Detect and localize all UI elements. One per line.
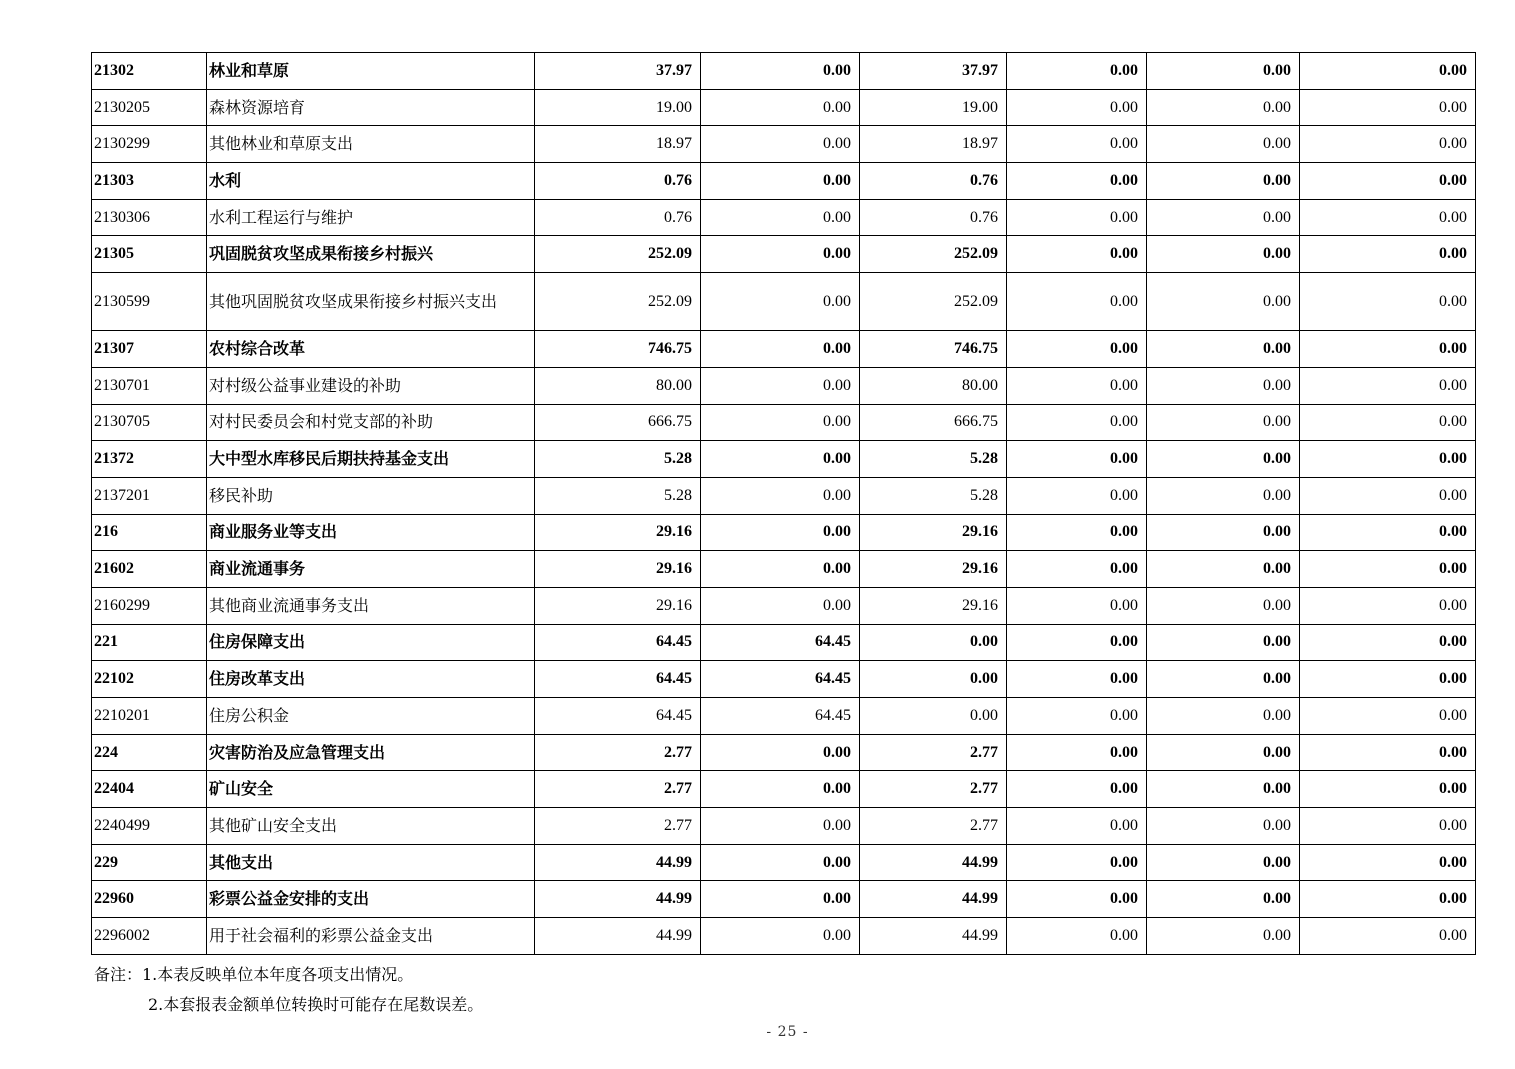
amount-cell: 2.77 (535, 771, 701, 808)
amount-cell: 37.97 (535, 53, 701, 90)
note-line-2: 2.本套报表金额单位转换时可能存在尾数误差。 (148, 995, 484, 1014)
subject-code-cell: 2130299 (92, 126, 207, 163)
amount-cell: 0.00 (1147, 477, 1300, 514)
subject-name-cell: 其他支出 (207, 844, 535, 881)
amount-cell: 19.00 (860, 89, 1007, 126)
subject-code-cell: 2130599 (92, 273, 207, 331)
subject-code-cell: 22404 (92, 771, 207, 808)
subject-name-cell: 大中型水库移民后期扶持基金支出 (207, 441, 535, 478)
amount-cell: 29.16 (535, 514, 701, 551)
amount-cell: 0.00 (701, 551, 860, 588)
amount-cell: 29.16 (860, 551, 1007, 588)
amount-cell: 0.00 (1300, 587, 1476, 624)
amount-cell: 0.00 (1007, 53, 1147, 90)
table-row (92, 808, 1476, 845)
amount-cell: 0.00 (1147, 771, 1300, 808)
subject-name-cell: 矿山安全 (207, 771, 535, 808)
amount-cell: 5.28 (535, 441, 701, 478)
amount-cell: 0.00 (1007, 551, 1147, 588)
amount-cell: 0.00 (1007, 163, 1147, 200)
amount-cell: 252.09 (535, 273, 701, 331)
table-row (92, 441, 1476, 478)
amount-cell: 19.00 (535, 89, 701, 126)
table-row (92, 404, 1476, 441)
subject-name-cell: 森林资源培育 (207, 89, 535, 126)
amount-cell: 0.00 (701, 808, 860, 845)
amount-cell: 252.09 (860, 236, 1007, 273)
amount-cell: 37.97 (860, 53, 1007, 90)
table-row (92, 661, 1476, 698)
table-row (92, 199, 1476, 236)
subject-code-cell: 2130701 (92, 367, 207, 404)
amount-cell: 0.00 (1147, 844, 1300, 881)
expenditure-table (91, 52, 1476, 955)
amount-cell: 0.00 (1007, 514, 1147, 551)
amount-cell: 0.00 (701, 53, 860, 90)
amount-cell: 0.00 (1300, 367, 1476, 404)
amount-cell: 0.00 (1147, 163, 1300, 200)
amount-cell: 0.00 (1147, 367, 1300, 404)
subject-code-cell: 21302 (92, 53, 207, 90)
amount-cell: 0.76 (535, 163, 701, 200)
amount-cell: 0.00 (1147, 404, 1300, 441)
amount-cell: 0.00 (1007, 918, 1147, 955)
subject-code-cell: 2160299 (92, 587, 207, 624)
subject-name-cell: 商业服务业等支出 (207, 514, 535, 551)
subject-name-cell: 对村级公益事业建设的补助 (207, 367, 535, 404)
subject-code-cell: 2296002 (92, 918, 207, 955)
amount-cell: 64.45 (535, 624, 701, 661)
subject-name-cell: 住房保障支出 (207, 624, 535, 661)
amount-cell: 64.45 (535, 698, 701, 735)
table-row (92, 367, 1476, 404)
amount-cell: 18.97 (860, 126, 1007, 163)
amount-cell: 0.00 (701, 881, 860, 918)
amount-cell: 0.00 (1300, 624, 1476, 661)
amount-cell: 0.00 (1300, 126, 1476, 163)
amount-cell: 0.00 (1300, 441, 1476, 478)
amount-cell: 0.00 (1007, 126, 1147, 163)
amount-cell: 0.00 (701, 199, 860, 236)
subject-code-cell: 224 (92, 734, 207, 771)
amount-cell: 0.00 (1007, 734, 1147, 771)
subject-name-cell: 其他巩固脱贫攻坚成果衔接乡村振兴支出 (207, 273, 535, 331)
amount-cell: 0.00 (1007, 587, 1147, 624)
amount-cell: 746.75 (860, 331, 1007, 368)
amount-cell: 0.00 (1007, 404, 1147, 441)
amount-cell: 0.00 (701, 441, 860, 478)
subject-name-cell: 住房改革支出 (207, 661, 535, 698)
amount-cell: 80.00 (860, 367, 1007, 404)
subject-name-cell: 林业和草原 (207, 53, 535, 90)
amount-cell: 0.00 (1147, 881, 1300, 918)
subject-code-cell: 21307 (92, 331, 207, 368)
subject-name-cell: 其他林业和草原支出 (207, 126, 535, 163)
amount-cell: 0.00 (701, 587, 860, 624)
amount-cell: 0.00 (1007, 273, 1147, 331)
amount-cell: 0.00 (1147, 331, 1300, 368)
amount-cell: 0.00 (1147, 918, 1300, 955)
amount-cell: 0.00 (701, 844, 860, 881)
amount-cell: 0.76 (860, 199, 1007, 236)
amount-cell: 0.00 (1007, 477, 1147, 514)
subject-code-cell: 2137201 (92, 477, 207, 514)
subject-name-cell: 灾害防治及应急管理支出 (207, 734, 535, 771)
table-row (92, 477, 1476, 514)
amount-cell: 0.00 (1300, 477, 1476, 514)
subject-name-cell: 其他商业流通事务支出 (207, 587, 535, 624)
amount-cell: 0.00 (860, 698, 1007, 735)
table-row (92, 587, 1476, 624)
table-row (92, 698, 1476, 735)
amount-cell: 0.00 (1300, 404, 1476, 441)
subject-code-cell: 2210201 (92, 698, 207, 735)
amount-cell: 44.99 (535, 918, 701, 955)
amount-cell: 0.00 (1007, 844, 1147, 881)
amount-cell: 2.77 (860, 734, 1007, 771)
amount-cell: 0.00 (701, 89, 860, 126)
amount-cell: 0.00 (1147, 514, 1300, 551)
amount-cell: 0.00 (1300, 331, 1476, 368)
amount-cell: 29.16 (860, 587, 1007, 624)
table-row (92, 734, 1476, 771)
amount-cell: 5.28 (860, 477, 1007, 514)
table-row (92, 551, 1476, 588)
subject-name-cell: 水利工程运行与维护 (207, 199, 535, 236)
amount-cell: 0.00 (1147, 661, 1300, 698)
amount-cell: 0.00 (1300, 661, 1476, 698)
subject-name-cell: 用于社会福利的彩票公益金支出 (207, 918, 535, 955)
amount-cell: 0.00 (701, 771, 860, 808)
subject-code-cell: 21305 (92, 236, 207, 273)
amount-cell: 0.00 (860, 624, 1007, 661)
amount-cell: 0.00 (1007, 624, 1147, 661)
amount-cell: 44.99 (860, 881, 1007, 918)
amount-cell: 0.00 (701, 331, 860, 368)
subject-code-cell: 2130306 (92, 199, 207, 236)
table-notes (94, 960, 483, 1020)
amount-cell: 0.00 (1300, 163, 1476, 200)
amount-cell: 0.00 (1147, 53, 1300, 90)
subject-code-cell: 22102 (92, 661, 207, 698)
table-row (92, 126, 1476, 163)
amount-cell: 18.97 (535, 126, 701, 163)
amount-cell: 44.99 (860, 844, 1007, 881)
amount-cell: 0.00 (1007, 441, 1147, 478)
amount-cell: 0.00 (1300, 698, 1476, 735)
subject-code-cell: 2130705 (92, 404, 207, 441)
amount-cell: 252.09 (860, 273, 1007, 331)
table-row (92, 771, 1476, 808)
table-body (92, 53, 1476, 955)
subject-code-cell: 2130205 (92, 89, 207, 126)
amount-cell: 5.28 (860, 441, 1007, 478)
table-row (92, 163, 1476, 200)
amount-cell: 0.00 (1300, 551, 1476, 588)
amount-cell: 0.00 (1007, 367, 1147, 404)
amount-cell: 0.00 (1300, 734, 1476, 771)
amount-cell: 0.00 (1300, 844, 1476, 881)
amount-cell: 0.00 (1007, 698, 1147, 735)
amount-cell: 0.00 (1300, 89, 1476, 126)
amount-cell: 0.00 (1300, 771, 1476, 808)
subject-code-cell: 221 (92, 624, 207, 661)
subject-name-cell: 水利 (207, 163, 535, 200)
amount-cell: 0.00 (1007, 881, 1147, 918)
amount-cell: 80.00 (535, 367, 701, 404)
table-row (92, 331, 1476, 368)
amount-cell: 666.75 (860, 404, 1007, 441)
amount-cell: 0.00 (860, 661, 1007, 698)
table-row (92, 624, 1476, 661)
amount-cell: 666.75 (535, 404, 701, 441)
amount-cell: 0.00 (701, 477, 860, 514)
note-line-1: 备注：1.本表反映单位本年度各项支出情况。 (94, 965, 414, 984)
amount-cell: 29.16 (535, 551, 701, 588)
amount-cell: 0.00 (1007, 89, 1147, 126)
table-row (92, 89, 1476, 126)
subject-name-cell: 其他矿山安全支出 (207, 808, 535, 845)
amount-cell: 0.00 (1147, 587, 1300, 624)
amount-cell: 0.00 (701, 126, 860, 163)
table-row (92, 881, 1476, 918)
amount-cell: 0.00 (1300, 881, 1476, 918)
amount-cell: 0.00 (701, 734, 860, 771)
amount-cell: 29.16 (535, 587, 701, 624)
amount-cell: 0.00 (1300, 53, 1476, 90)
subject-code-cell: 21602 (92, 551, 207, 588)
amount-cell: 0.00 (701, 404, 860, 441)
amount-cell: 0.00 (1300, 808, 1476, 845)
amount-cell: 0.00 (1007, 236, 1147, 273)
amount-cell: 2.77 (860, 808, 1007, 845)
table-row (92, 514, 1476, 551)
amount-cell: 44.99 (860, 918, 1007, 955)
amount-cell: 0.00 (1300, 514, 1476, 551)
subject-code-cell: 229 (92, 844, 207, 881)
subject-code-cell: 22960 (92, 881, 207, 918)
amount-cell: 0.00 (1147, 89, 1300, 126)
amount-cell: 2.77 (860, 771, 1007, 808)
amount-cell: 0.00 (1007, 199, 1147, 236)
amount-cell: 0.00 (1007, 331, 1147, 368)
amount-cell: 2.77 (535, 734, 701, 771)
amount-cell: 0.00 (1007, 808, 1147, 845)
amount-cell: 0.00 (701, 918, 860, 955)
amount-cell: 0.00 (701, 514, 860, 551)
subject-name-cell: 住房公积金 (207, 698, 535, 735)
amount-cell: 0.00 (1147, 199, 1300, 236)
subject-name-cell: 商业流通事务 (207, 551, 535, 588)
subject-name-cell: 对村民委员会和村党支部的补助 (207, 404, 535, 441)
amount-cell: 746.75 (535, 331, 701, 368)
subject-name-cell: 巩固脱贫攻坚成果衔接乡村振兴 (207, 236, 535, 273)
subject-code-cell: 21303 (92, 163, 207, 200)
page-number: - 25 - (766, 1024, 809, 1040)
subject-code-cell: 216 (92, 514, 207, 551)
amount-cell: 0.00 (1147, 441, 1300, 478)
amount-cell: 2.77 (535, 808, 701, 845)
amount-cell: 0.00 (1300, 199, 1476, 236)
amount-cell: 44.99 (535, 844, 701, 881)
amount-cell: 0.76 (860, 163, 1007, 200)
amount-cell: 0.00 (1147, 236, 1300, 273)
subject-name-cell: 农村综合改革 (207, 331, 535, 368)
amount-cell: 0.00 (701, 367, 860, 404)
amount-cell: 0.00 (1147, 273, 1300, 331)
amount-cell: 0.00 (1147, 624, 1300, 661)
amount-cell: 0.00 (1300, 273, 1476, 331)
amount-cell: 64.45 (535, 661, 701, 698)
amount-cell: 0.00 (1147, 126, 1300, 163)
amount-cell: 44.99 (535, 881, 701, 918)
amount-cell: 0.00 (701, 273, 860, 331)
table-row (92, 918, 1476, 955)
subject-name-cell: 移民补助 (207, 477, 535, 514)
amount-cell: 29.16 (860, 514, 1007, 551)
subject-code-cell: 21372 (92, 441, 207, 478)
table-row (92, 273, 1476, 331)
amount-cell: 5.28 (535, 477, 701, 514)
table-row (92, 844, 1476, 881)
amount-cell: 0.00 (701, 163, 860, 200)
amount-cell: 0.00 (1147, 808, 1300, 845)
amount-cell: 0.00 (1300, 236, 1476, 273)
amount-cell: 0.00 (1007, 661, 1147, 698)
table-row (92, 53, 1476, 90)
amount-cell: 64.45 (701, 624, 860, 661)
table-row (92, 236, 1476, 273)
subject-code-cell: 2240499 (92, 808, 207, 845)
amount-cell: 64.45 (701, 661, 860, 698)
amount-cell: 0.00 (1007, 771, 1147, 808)
amount-cell: 0.00 (1147, 698, 1300, 735)
amount-cell: 0.00 (1147, 734, 1300, 771)
subject-name-cell: 彩票公益金安排的支出 (207, 881, 535, 918)
amount-cell: 64.45 (701, 698, 860, 735)
amount-cell: 0.00 (1147, 551, 1300, 588)
amount-cell: 0.00 (1300, 918, 1476, 955)
amount-cell: 0.00 (701, 236, 860, 273)
amount-cell: 0.76 (535, 199, 701, 236)
amount-cell: 252.09 (535, 236, 701, 273)
